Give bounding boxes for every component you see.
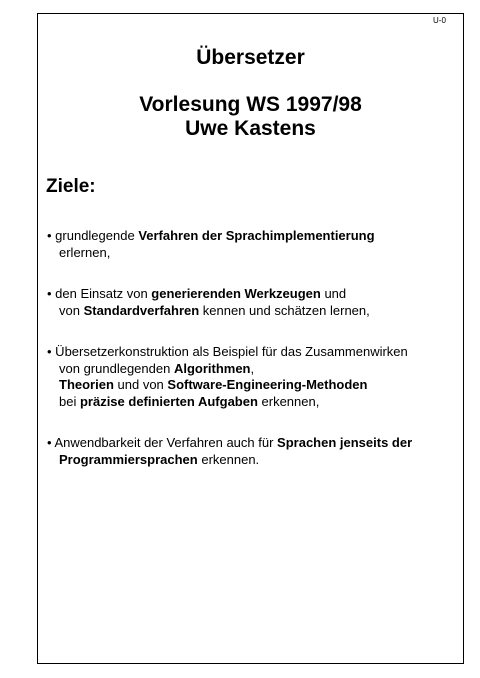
goal-line: [47, 452, 461, 469]
goal-line: [47, 344, 461, 361]
text-segment: erlernen,: [59, 244, 111, 260]
goal-line: [47, 377, 461, 394]
goal-line: [47, 435, 461, 452]
emphasized-text: Software-Engineering-Methoden: [167, 377, 368, 392]
bullet-icon: •: [47, 228, 52, 243]
goal-item: [47, 435, 461, 468]
text-segment: und: [320, 286, 347, 301]
goal-item: [47, 286, 461, 319]
text-segment: erkennen,: [257, 393, 320, 409]
goal-line: [47, 245, 461, 262]
goals-heading: Ziele:: [46, 176, 96, 197]
goal-line: [47, 361, 461, 378]
emphasized-text: Sprachen jenseits der: [277, 435, 413, 450]
bullet-icon: •: [47, 435, 52, 450]
text-segment: von grundlegenden: [59, 360, 174, 376]
goal-line: [47, 394, 461, 411]
goal-item: [47, 344, 461, 410]
text-segment: den Einsatz von: [51, 286, 152, 301]
text-segment: grundlegende: [51, 228, 139, 243]
text-segment: von: [59, 302, 84, 318]
lecture-info: [37, 93, 464, 141]
page-id: U-0: [433, 16, 446, 25]
emphasized-text: Algorithmen: [173, 360, 251, 376]
goal-item: [47, 228, 461, 261]
text-segment: Übersetzerkonstruktion als Beispiel für das Zusammenwirken: [51, 344, 408, 359]
bullet-icon: •: [47, 344, 52, 359]
text-segment: ,: [250, 360, 255, 376]
emphasized-text: präzise definierten Aufgaben: [79, 393, 258, 409]
emphasized-text: Standardverfahren: [83, 302, 200, 318]
emphasized-text: Programmiersprachen: [59, 451, 198, 467]
emphasized-text: Theorien: [59, 377, 114, 392]
page-title: Übersetzer: [196, 46, 305, 69]
emphasized-text: generierenden Werkzeugen: [151, 286, 321, 301]
lecture-term: Vorlesung WS 1997/98: [139, 93, 362, 116]
text-segment: kennen und schätzen lernen,: [199, 302, 370, 318]
text-segment: bei: [59, 393, 80, 409]
lecturer-name: Uwe Kastens: [185, 117, 316, 140]
text-segment: Anwendbarkeit der Verfahren auch für: [51, 435, 278, 450]
text-segment: und von: [113, 377, 168, 392]
goal-line: [47, 303, 461, 320]
emphasized-text: Verfahren der Sprachimplementierung: [138, 228, 375, 243]
goal-line: [47, 286, 461, 303]
goal-line: [47, 228, 461, 245]
text-segment: erkennen.: [197, 451, 260, 467]
bullet-icon: •: [47, 286, 52, 301]
goals-list: [47, 228, 461, 493]
